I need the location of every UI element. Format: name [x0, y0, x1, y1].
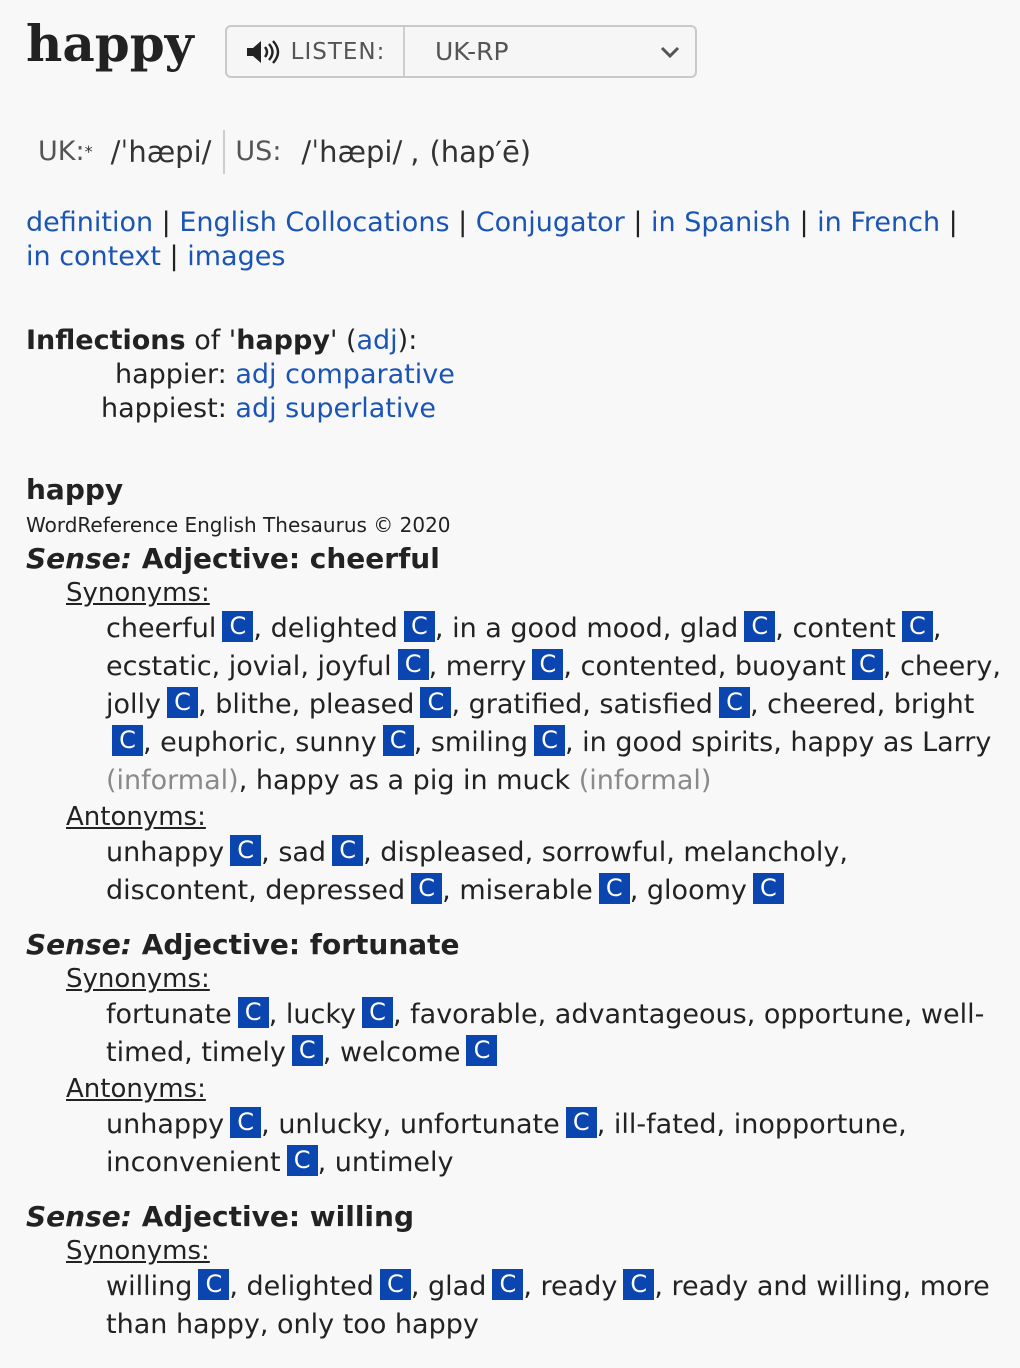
synonyms-label: Synonyms:	[66, 964, 210, 994]
thesaurus-word[interactable]: fortunate	[106, 999, 232, 1030]
inflection-desc-link[interactable]: adj superlative	[235, 393, 436, 424]
thesaurus-word[interactable]: smiling	[430, 727, 528, 758]
thesaurus-senses	[26, 542, 1006, 1344]
listen-label: LISTEN:	[290, 38, 386, 65]
thesaurus-source: WordReference English Thesaurus © 2020	[26, 513, 451, 537]
thesaurus-word[interactable]: in good spirits	[582, 727, 774, 758]
thesaurus-word[interactable]: inopportune	[733, 1109, 899, 1140]
collocations-button[interactable]: C	[566, 1107, 597, 1138]
word-list: willing C , delighted C , glad C , ready C , ready and willing, more than happy, only too happy	[106, 1270, 990, 1340]
inflections-heading	[26, 324, 455, 358]
thesaurus-word[interactable]: jovial	[228, 651, 301, 682]
collocations-button[interactable]: C	[532, 649, 563, 680]
collocations-button[interactable]: C	[167, 687, 198, 718]
sense-prefix: Sense:	[26, 928, 132, 961]
sense-prefix: Sense:	[26, 542, 132, 575]
collocations-button[interactable]: C	[852, 649, 883, 680]
collocations-button[interactable]: C	[492, 1269, 523, 1300]
link-separator: |	[940, 207, 958, 238]
listen-button[interactable]	[227, 27, 405, 76]
sense-heading	[26, 1200, 1006, 1234]
collocations-button[interactable]: C	[230, 1107, 261, 1138]
link-separator: |	[624, 207, 652, 238]
thesaurus-word[interactable]: more than happy	[106, 1271, 990, 1340]
collocations-button[interactable]: C	[411, 873, 442, 904]
thesaurus-word[interactable]: ready	[540, 1271, 618, 1302]
thesaurus-word[interactable]: blithe	[215, 689, 292, 720]
collocations-button[interactable]: C	[362, 997, 393, 1028]
thesaurus-word[interactable]: buoyant	[734, 651, 846, 682]
thesaurus-word[interactable]: ill-fated	[613, 1109, 717, 1140]
inflection-desc-link[interactable]: adj comparative	[235, 359, 455, 390]
thesaurus-word[interactable]: inconvenient	[106, 1147, 281, 1178]
inflections-section	[26, 324, 455, 426]
link-conjugator[interactable]: Conjugator	[475, 207, 625, 238]
collocations-button[interactable]: C	[420, 687, 451, 718]
collocations-button[interactable]: C	[744, 611, 775, 642]
thesaurus-word[interactable]: opportune	[763, 999, 904, 1030]
word-list: unhappy C , sad C , displeased, sorrowful, melancholy, discontent, depressed C , miserable C , gloomy C	[106, 836, 848, 906]
thesaurus-word[interactable]: glad	[679, 613, 739, 644]
uk-label: UK:	[38, 136, 85, 167]
thesaurus-word[interactable]: cheered	[767, 689, 877, 720]
pronunciation-divider	[223, 130, 225, 174]
thesaurus-word[interactable]: unhappy	[106, 837, 225, 868]
collocations-button[interactable]: C	[230, 835, 261, 866]
sense-title: Adjective: fortunate	[141, 928, 460, 961]
inflections-text: ):	[397, 325, 418, 356]
inflections-pos-link[interactable]: adj	[356, 325, 398, 356]
thesaurus-word[interactable]: euphoric	[160, 727, 279, 758]
inflections-word: happy	[236, 325, 330, 356]
collocations-button[interactable]: C	[753, 873, 784, 904]
accent-selected-value: UK-RP	[435, 36, 509, 66]
thesaurus-word[interactable]: content	[792, 613, 896, 644]
thesaurus-word[interactable]: ready and willing	[671, 1271, 903, 1302]
pronunciation-row: UK: * /ˈhæpi/ US: /ˈhæpi/ , (hap′ē)	[38, 130, 531, 174]
link-english-collocations[interactable]: English Collocations	[179, 207, 450, 238]
speaker-icon	[245, 39, 281, 65]
inflections-label: Inflections	[26, 325, 186, 356]
sense-block	[26, 1200, 1006, 1344]
collocations-button[interactable]: C	[404, 611, 435, 642]
thesaurus-word[interactable]: cheerful	[106, 613, 217, 644]
sense-heading	[26, 542, 1006, 576]
collocations-button[interactable]: C	[398, 649, 429, 680]
thesaurus-word[interactable]: miserable	[459, 875, 593, 906]
thesaurus-word[interactable]: sunny	[295, 727, 377, 758]
thesaurus-word[interactable]: melancholy	[683, 837, 840, 868]
thesaurus-word[interactable]: gloomy	[646, 875, 747, 906]
link-separator: |	[160, 241, 188, 272]
inflections-text: of '	[185, 325, 237, 356]
synonyms-label: Synonyms:	[66, 578, 210, 608]
thesaurus-word[interactable]: jolly	[106, 689, 162, 720]
listen-widget	[225, 25, 697, 78]
usage-note: (informal)	[578, 765, 712, 796]
inflection-form: happiest:	[101, 393, 227, 424]
related-links	[26, 206, 986, 274]
thesaurus-word[interactable]: bright	[893, 689, 975, 720]
thesaurus-word[interactable]: cheery	[900, 651, 993, 682]
link-separator: |	[449, 207, 476, 238]
link-in-spanish[interactable]: in Spanish	[651, 207, 791, 238]
collocations-button[interactable]: C	[623, 1269, 654, 1300]
collocations-button[interactable]: C	[902, 611, 933, 642]
thesaurus-word[interactable]: delighted	[246, 1271, 374, 1302]
thesaurus-word[interactable]: satisfied	[599, 689, 713, 720]
headword-title: happy	[26, 14, 194, 73]
us-label: US:	[235, 136, 282, 167]
sense-heading	[26, 928, 1006, 962]
uk-ipa: /ˈhæpi/	[110, 135, 212, 169]
collocations-button[interactable]: C	[466, 1035, 497, 1066]
thesaurus-word[interactable]: advantageous	[554, 999, 747, 1030]
word-list: fortunate C , lucky C , favorable, advantageous, opportune, well-timed, timely C , welcome C	[106, 998, 985, 1068]
thesaurus-word[interactable]: favorable	[410, 999, 538, 1030]
thesaurus-word[interactable]: welcome	[339, 1037, 461, 1068]
antonyms-label: Antonyms:	[66, 802, 206, 832]
inflection-form: happier:	[115, 359, 227, 390]
collocations-button[interactable]: C	[332, 835, 363, 866]
link-in-context[interactable]: in context	[26, 241, 161, 272]
thesaurus-word[interactable]: well-timed	[106, 999, 985, 1068]
thesaurus-word[interactable]: happy as a pig in muck	[255, 765, 571, 796]
thesaurus-heading: happy	[26, 473, 124, 506]
collocations-button[interactable]: C	[380, 1269, 411, 1300]
usage-note: (informal)	[106, 765, 239, 796]
inflections-text: ' (	[329, 325, 357, 356]
thesaurus-word[interactable]: delighted	[270, 613, 398, 644]
thesaurus-word[interactable]: contented	[580, 651, 718, 682]
word-list: unhappy C , unlucky, unfortunate C , ill-fated, inopportune, inconvenient C , untimely	[106, 1108, 907, 1178]
sense-title: Adjective: cheerful	[141, 542, 440, 575]
thesaurus-word[interactable]: willing	[106, 1271, 193, 1302]
sense-title: Adjective: willing	[141, 1200, 415, 1233]
thesaurus-word[interactable]: sad	[278, 837, 327, 868]
collocations-button[interactable]: C	[383, 725, 414, 756]
chevron-down-icon	[659, 45, 681, 59]
thesaurus-word[interactable]: ecstatic	[106, 651, 212, 682]
inflection-row	[26, 358, 455, 392]
thesaurus-word[interactable]: displeased	[380, 837, 525, 868]
collocations-button[interactable]: C	[238, 997, 269, 1028]
collocations-button[interactable]: C	[112, 725, 143, 756]
thesaurus-word[interactable]: timely	[201, 1037, 286, 1068]
sense-block	[26, 928, 1006, 1182]
thesaurus-word[interactable]: joyful	[317, 651, 392, 682]
us-ipa: /ˈhæpi/	[301, 135, 403, 169]
collocations-button[interactable]: C	[287, 1145, 318, 1176]
link-in-french[interactable]: in French	[817, 207, 941, 238]
thesaurus-word[interactable]: unfortunate	[399, 1109, 560, 1140]
antonyms-label: Antonyms:	[66, 1074, 206, 1104]
thesaurus-word[interactable]: gratified	[468, 689, 583, 720]
link-images[interactable]: images	[187, 241, 286, 272]
collocations-button[interactable]: C	[599, 873, 630, 904]
link-separator: |	[790, 207, 818, 238]
thesaurus-word[interactable]: glad	[428, 1271, 487, 1302]
inflection-row	[26, 392, 455, 426]
thesaurus-word[interactable]: only too happy	[277, 1309, 479, 1340]
collocations-button[interactable]: C	[198, 1269, 229, 1300]
thesaurus-word[interactable]: depressed	[265, 875, 406, 906]
thesaurus-word[interactable]: sorrowful	[541, 837, 667, 868]
collocations-button[interactable]: C	[222, 611, 253, 642]
collocations-button[interactable]: C	[292, 1035, 323, 1066]
thesaurus-word[interactable]: pleased	[308, 689, 415, 720]
us-respelling: (hap′ē)	[429, 135, 532, 169]
thesaurus-word[interactable]: merry	[445, 651, 527, 682]
thesaurus-word[interactable]: unlucky	[278, 1109, 383, 1140]
word-list: cheerful C , delighted C , in a good mood, glad C , content C , ecstatic, jovial, joyful C , merry C , contented, buoyant C , cheery, jolly C , blithe, pleased C , gratified, satisfied C , cheered, brightC , euphoric, sunny C , smiling C , in good spirits, happy as Larry (informal), happy as a pig in muck (informal)	[106, 612, 1001, 796]
thesaurus-word[interactable]: untimely	[334, 1147, 454, 1178]
thesaurus-word[interactable]: discontent	[106, 875, 249, 906]
accent-select[interactable]	[405, 27, 695, 76]
thesaurus-word[interactable]: lucky	[285, 999, 356, 1030]
link-separator: |	[153, 207, 180, 238]
sense-block	[26, 542, 1006, 910]
collocations-button[interactable]: C	[534, 725, 565, 756]
thesaurus-word[interactable]: happy as Larry	[790, 727, 992, 758]
collocations-button[interactable]: C	[719, 687, 750, 718]
synonyms-label: Synonyms:	[66, 1236, 210, 1266]
thesaurus-word[interactable]: in a good mood	[452, 613, 663, 644]
thesaurus-word[interactable]: unhappy	[106, 1109, 225, 1140]
thesaurus-section	[26, 472, 1006, 1344]
us-separator: ,	[410, 135, 420, 169]
link-definition[interactable]: definition	[26, 207, 154, 238]
sense-prefix: Sense:	[26, 1200, 132, 1233]
